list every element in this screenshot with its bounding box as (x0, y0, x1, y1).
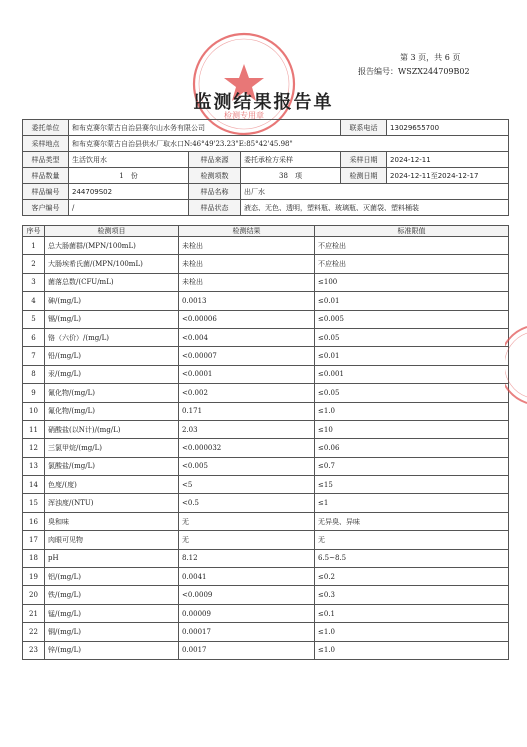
table-row (23, 641, 509, 659)
row-result: 未检出 (179, 255, 315, 273)
row-result: <0.00007 (179, 347, 315, 365)
row-result: <0.0009 (179, 586, 315, 604)
state-value: 液态、无色、透明，塑料瓶、玻璃瓶、灭菌袋、塑料桶装 (241, 200, 509, 216)
sample-type-value: 生活饮用水 (69, 152, 189, 168)
table-row (23, 476, 509, 494)
row-result: <0.000032 (179, 439, 315, 457)
row-item: 大肠埃希氏菌/(MPN/100mL) (45, 255, 179, 273)
row-item: 镉/(mg/L) (45, 310, 179, 328)
report-number: 报告编号：WSZX244709B02 (358, 67, 470, 76)
sample-no-value: 244709S02 (69, 184, 189, 200)
row-limit: ≤1.0 (315, 623, 509, 641)
row-result: 未检出 (179, 273, 315, 291)
row-limit: ≤0.01 (315, 292, 509, 310)
phone-value: 13029655700 (387, 120, 509, 136)
row-number: 20 (23, 586, 45, 604)
row-item: 肉眼可见物 (45, 531, 179, 549)
row-result: <0.002 (179, 384, 315, 402)
items-value: 38 项 (241, 168, 341, 184)
table-row (23, 365, 509, 383)
row-number: 1 (23, 237, 45, 255)
quantity-label: 样品数量 (23, 168, 69, 184)
row-limit: 不应检出 (315, 255, 509, 273)
row-item: 菌落总数/(CFU/mL) (45, 273, 179, 291)
row-item: 砷/(mg/L) (45, 292, 179, 310)
row-item: 氯酸盐/(mg/L) (45, 457, 179, 475)
row-number: 11 (23, 420, 45, 438)
row-limit: 不应检出 (315, 237, 509, 255)
table-row (23, 237, 509, 255)
table-row (23, 420, 509, 438)
row-number: 4 (23, 292, 45, 310)
row-item: 总大肠菌群/(MPN/100mL) (45, 237, 179, 255)
sample-date-value: 2024-12-11 (387, 152, 509, 168)
row-limit: ≤0.1 (315, 604, 509, 622)
row-item: 氰化物/(mg/L) (45, 384, 179, 402)
row-number: 15 (23, 494, 45, 512)
row-item: 铬（六价）/(mg/L) (45, 328, 179, 346)
row-item: 色度/(度) (45, 476, 179, 494)
row-limit: ≤0.05 (315, 328, 509, 346)
row-limit: ≤0.2 (315, 568, 509, 586)
row-result: 无 (179, 531, 315, 549)
header-item: 检测项目 (45, 226, 179, 237)
row-number: 12 (23, 439, 45, 457)
row-item: 铅/(mg/L) (45, 347, 179, 365)
client-no-value: / (69, 200, 189, 216)
state-label: 样品状态 (189, 200, 241, 216)
table-row (23, 457, 509, 475)
row-result: 2.03 (179, 420, 315, 438)
row-result: <5 (179, 476, 315, 494)
row-item: 浑浊度/(NTU) (45, 494, 179, 512)
row-limit: ≤1 (315, 494, 509, 512)
row-result: 8.12 (179, 549, 315, 567)
row-result: <0.005 (179, 457, 315, 475)
row-number: 2 (23, 255, 45, 273)
items-label: 检测项数 (189, 168, 241, 184)
row-item: 氟化物/(mg/L) (45, 402, 179, 420)
row-item: pH (45, 549, 179, 567)
row-number: 3 (23, 273, 45, 291)
table-row (23, 310, 509, 328)
row-number: 13 (23, 457, 45, 475)
table-row (23, 402, 509, 420)
sample-no-label: 样品编号 (23, 184, 69, 200)
site-value: 和布克赛尔蒙古自治县供水厂取水口N:46°49'23.23"E:85°42'45.98" (69, 136, 509, 152)
row-item: 锰/(mg/L) (45, 604, 179, 622)
source-value: 委托承检方采样 (241, 152, 341, 168)
row-limit: ≤0.7 (315, 457, 509, 475)
row-limit: ≤15 (315, 476, 509, 494)
sample-name-label: 样品名称 (189, 184, 241, 200)
row-limit: 无异臭、异味 (315, 512, 509, 530)
header-limit: 标准限值 (315, 226, 509, 237)
table-row (23, 568, 509, 586)
row-number: 19 (23, 568, 45, 586)
row-number: 18 (23, 549, 45, 567)
test-date-label: 检测日期 (341, 168, 387, 184)
table-row (23, 623, 509, 641)
row-limit: ≤1.0 (315, 402, 509, 420)
row-number: 21 (23, 604, 45, 622)
row-result: 0.00009 (179, 604, 315, 622)
page-number: 第 3 页，共 6 页 (400, 53, 461, 62)
client-value: 和布克赛尔蒙古自治县赛尔山水务有限公司 (69, 120, 341, 136)
row-result: 0.0017 (179, 641, 315, 659)
client-label: 委托单位 (23, 120, 69, 136)
table-row (23, 384, 509, 402)
phone-label: 联系电话 (341, 120, 387, 136)
test-date-value: 2024-12-11至2024-12-17 (387, 168, 509, 184)
site-label: 采样地点 (23, 136, 69, 152)
table-row (23, 586, 509, 604)
client-no-label: 客户编号 (23, 200, 69, 216)
row-limit: 无 (315, 531, 509, 549)
row-number: 14 (23, 476, 45, 494)
table-row (23, 347, 509, 365)
row-limit: ≤100 (315, 273, 509, 291)
side-seal-icon (505, 325, 527, 405)
table-row (23, 292, 509, 310)
row-result: 无 (179, 512, 315, 530)
row-number: 5 (23, 310, 45, 328)
table-row (23, 494, 509, 512)
row-limit: ≤0.05 (315, 384, 509, 402)
row-result: 未检出 (179, 237, 315, 255)
row-result: <0.0001 (179, 365, 315, 383)
row-number: 10 (23, 402, 45, 420)
table-row (23, 439, 509, 457)
row-item: 三氯甲烷/(mg/L) (45, 439, 179, 457)
row-limit: ≤1.0 (315, 641, 509, 659)
row-limit: ≤0.01 (315, 347, 509, 365)
row-item: 铜/(mg/L) (45, 623, 179, 641)
row-result: 0.00017 (179, 623, 315, 641)
row-item: 硝酸盐(以N计)/(mg/L) (45, 420, 179, 438)
table-row (23, 512, 509, 530)
row-limit: 6.5~8.5 (315, 549, 509, 567)
sample-date-label: 采样日期 (341, 152, 387, 168)
row-limit: ≤10 (315, 420, 509, 438)
source-label: 样品来源 (189, 152, 241, 168)
row-item: 铁/(mg/L) (45, 586, 179, 604)
results-table (22, 225, 509, 660)
results-header-row (23, 226, 509, 237)
table-row (23, 549, 509, 567)
row-number: 17 (23, 531, 45, 549)
row-result: 0.171 (179, 402, 315, 420)
row-number: 16 (23, 512, 45, 530)
row-number: 8 (23, 365, 45, 383)
row-item: 锌/(mg/L) (45, 641, 179, 659)
row-number: 9 (23, 384, 45, 402)
sample-name-value: 出厂水 (241, 184, 509, 200)
table-row (23, 255, 509, 273)
row-limit: ≤0.005 (315, 310, 509, 328)
row-result: <0.5 (179, 494, 315, 512)
row-number: 23 (23, 641, 45, 659)
report-title: 监测结果报告单 (193, 92, 334, 113)
quantity-value: 1 份 (69, 168, 189, 184)
table-row (23, 531, 509, 549)
row-result: 0.0041 (179, 568, 315, 586)
table-row (23, 273, 509, 291)
row-number: 6 (23, 328, 45, 346)
row-item: 汞/(mg/L) (45, 365, 179, 383)
table-row (23, 328, 509, 346)
row-limit: ≤0.06 (315, 439, 509, 457)
sample-info-table (22, 119, 509, 216)
row-result: 0.0013 (179, 292, 315, 310)
table-row (23, 604, 509, 622)
row-result: <0.00006 (179, 310, 315, 328)
sample-type-label: 样品类型 (23, 152, 69, 168)
row-number: 22 (23, 623, 45, 641)
row-limit: ≤0.3 (315, 586, 509, 604)
header-result: 检测结果 (179, 226, 315, 237)
header-no: 序号 (23, 226, 45, 237)
row-result: <0.004 (179, 328, 315, 346)
row-item: 臭和味 (45, 512, 179, 530)
row-number: 7 (23, 347, 45, 365)
svg-text:检测专用章: 检测专用章 (224, 111, 264, 120)
row-item: 铝/(mg/L) (45, 568, 179, 586)
row-limit: ≤0.001 (315, 365, 509, 383)
